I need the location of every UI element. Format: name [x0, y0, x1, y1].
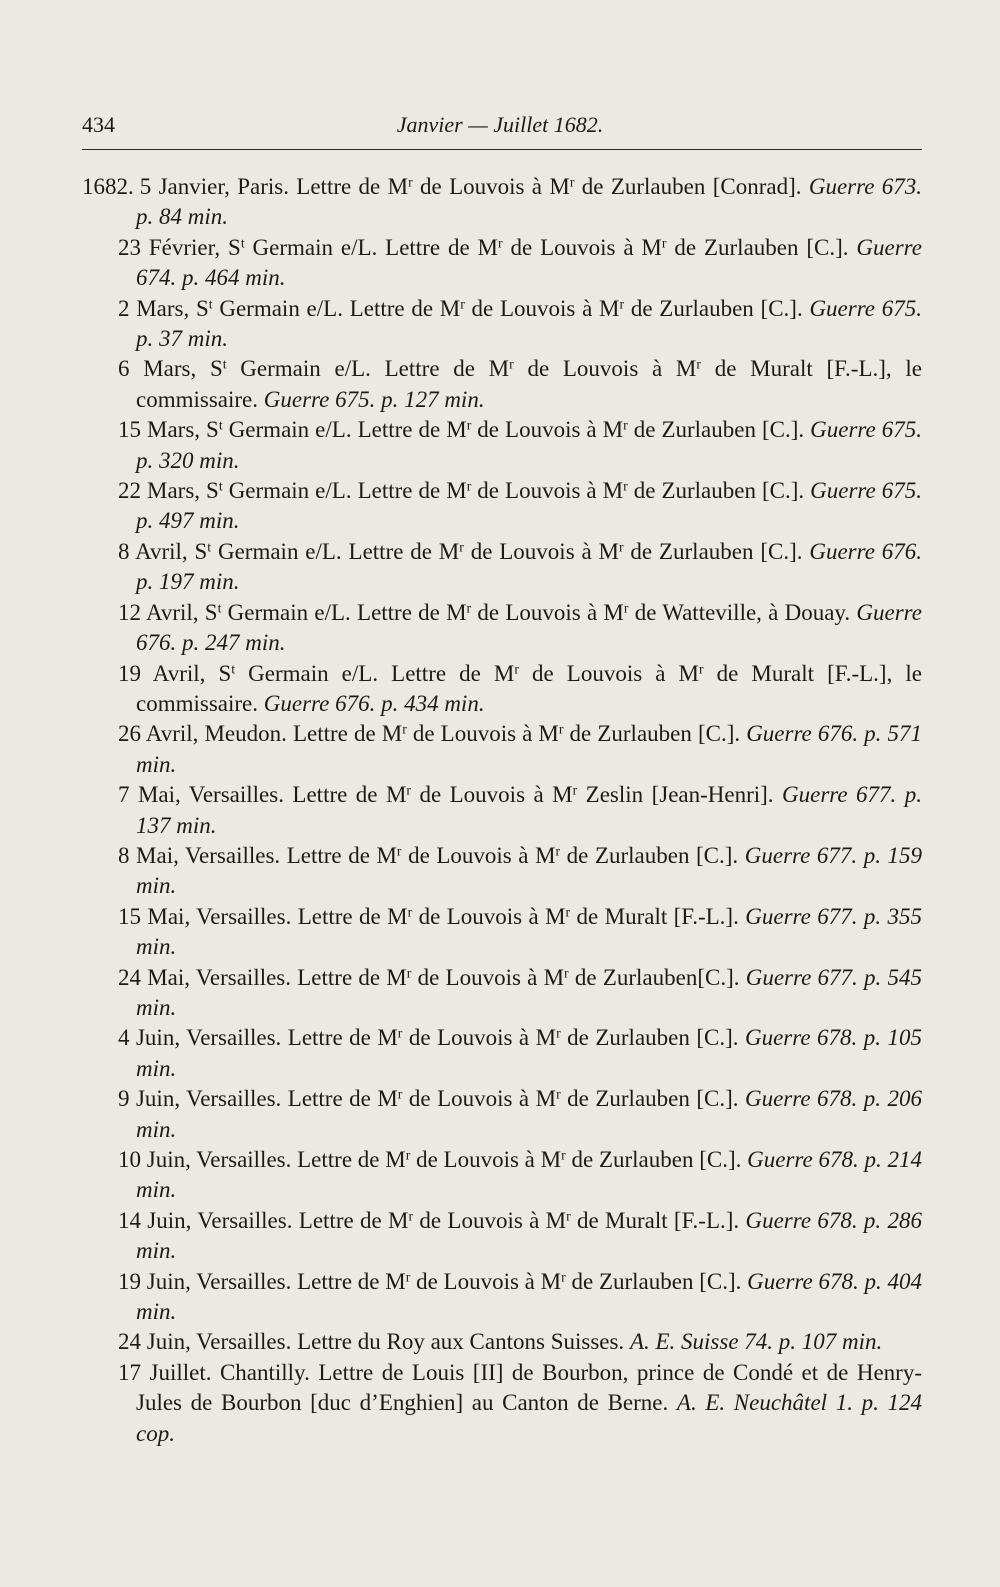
entry-superscript: r [558, 721, 564, 737]
entry-date: 17 Juillet. Chantilly. [118, 1359, 310, 1385]
entry-date: 14 Juin, Versailles. [118, 1207, 293, 1233]
entry-date: 4 Juin, Versailles. [118, 1025, 282, 1051]
entry-superscript: r [407, 904, 413, 920]
entry-reference: Guerre 678. p. 206 min. [136, 1086, 922, 1142]
entry-text: de Louvois à M [410, 1268, 562, 1294]
entry-reference: Guerre 675. p. 320 min. [136, 417, 922, 473]
entry-text: Lettre de M [342, 295, 461, 321]
entry-text: de Zurlauben [C.]. [560, 1025, 745, 1051]
entry-date-place: Germain e/L. [212, 295, 343, 321]
entry-superscript: r [408, 174, 413, 190]
entry-reference: Guerre 676. p. 434 min. [263, 690, 485, 716]
entry-text: de Louvois à M [402, 1086, 557, 1112]
entry-superscript: r [466, 417, 472, 433]
entry-superscript: r [623, 478, 628, 494]
entry-reference: Guerre 676. p. 571 min. [136, 721, 922, 777]
entry-superscript: r [556, 1025, 561, 1041]
entry-superscript: r [564, 964, 569, 980]
entry-reference: Guerre 676. p. 197 min. [136, 538, 922, 595]
entry-reference: A. E. Neuchâtel 1. p. 124 cop. [136, 1390, 922, 1446]
entry-text: de Zurlauben [C.]. [565, 1147, 748, 1172]
entry-text: de Muralt [F.-L.]. [570, 903, 746, 929]
entry-text: de Louvois à M [518, 660, 699, 686]
entry-superscript: r [460, 296, 465, 312]
entry-date: 19 Avril, S [118, 660, 232, 686]
entry-text: de Louvois à M [401, 842, 556, 868]
entry-text: de Zurlauben [C.]. [560, 1086, 745, 1112]
entry-superscript: r [397, 1086, 403, 1102]
entry-date-place: Germain e/L. [235, 660, 379, 686]
entry-date-superscript: t [222, 356, 227, 372]
entry-superscript: r [509, 356, 514, 372]
page-number: 434 [82, 112, 115, 137]
entry [82, 780, 922, 841]
entry-reference: Guerre 677. p. 545 min. [136, 964, 922, 1020]
entry-date: 24 Juin, Versailles. [118, 1329, 292, 1355]
entry-superscript: r [408, 1208, 414, 1224]
entry-list [82, 172, 922, 1449]
entry-date: 8 Mai, Versailles. [118, 842, 281, 868]
entry-superscript: r [406, 782, 412, 798]
entry-text: de Zurlauben [C.]. [666, 234, 857, 260]
entry [82, 1267, 922, 1328]
entry-superscript: r [618, 539, 624, 555]
entry-text: Lettre du Roy aux Cantons Suisses. [291, 1329, 630, 1355]
entry-year: 1682. [82, 174, 134, 199]
entry-text: Lettre de M [351, 417, 467, 443]
entry-text: de Louvois à M [513, 356, 697, 382]
entry-text: Lettre de M [291, 903, 408, 929]
entry-text: Lettre de M [281, 1025, 398, 1051]
entry-text: Lettre de M [281, 1086, 398, 1112]
entry-text: Lettre de M [291, 964, 407, 990]
entry-text: Lettre de M [280, 842, 397, 868]
running-title: Janvier — Juillet 1682. [396, 112, 604, 137]
entry [82, 1327, 922, 1357]
entry-date-superscript: t [207, 539, 212, 555]
entry-superscript: r [623, 600, 629, 616]
entry [82, 1145, 922, 1206]
entry [82, 598, 922, 659]
entry-text: de Zurlauben[C.]. [568, 964, 746, 990]
entry [82, 841, 922, 902]
entry-text: de Louvois à M [471, 478, 624, 504]
entry-superscript: r [623, 417, 628, 433]
entry-text: de Louvois à M [410, 1147, 562, 1172]
entry-superscript: r [466, 478, 472, 494]
entry-reference: Guerre 677. p. 137 min. [136, 782, 922, 838]
entry-text: Zeslin [Jean-Henri]. [577, 782, 783, 808]
entry-date: 23 Février, S [118, 234, 241, 260]
entry-date-place: Germain e/L. [222, 478, 352, 504]
entry-superscript: r [402, 721, 407, 737]
entry-text: Lettre de M [283, 782, 407, 808]
entry-text: Lettre de M [291, 1147, 406, 1172]
entry-superscript: r [566, 1208, 571, 1224]
entry-date-superscript: t [218, 417, 223, 433]
entry-text: de Zurlauben [C.]. [563, 721, 747, 747]
entry [82, 1206, 922, 1267]
entry-date-superscript: t [208, 296, 213, 312]
entry-reference: Guerre 675. p. 127 min. [263, 386, 485, 412]
entry-text: de Zurlauben [Conrad]. [574, 174, 809, 199]
entry-reference: A. E. Suisse 74. p. 107 min. [629, 1329, 883, 1355]
entry [82, 719, 922, 780]
entry-superscript: r [498, 235, 503, 251]
entry-text: Lettre de M [350, 599, 467, 625]
entry [82, 659, 922, 720]
entry-text: de Louvois à M [413, 1207, 567, 1233]
entry-reference: Guerre 673. p. 84 min. [136, 174, 922, 230]
entry-superscript: r [619, 296, 625, 312]
entry-text: Lettre de M [351, 478, 467, 504]
entry-reference: Guerre 675. p. 37 min. [136, 295, 922, 352]
entry-text: de Muralt [F.-L.], le commissaire. [136, 660, 922, 716]
entry-superscript: r [698, 660, 704, 676]
entry-text: de Louvois à M [464, 295, 620, 321]
entry-text: de Zurlauben [C.]. [560, 842, 745, 868]
entry-date: 15 Mars, S [118, 417, 219, 443]
entry-text: de Louvois à M [412, 903, 566, 929]
entry-text: Lettre de M [286, 721, 403, 747]
entry-reference: Guerre 678. p. 214 min. [136, 1147, 922, 1203]
entry-text: de Watteville, à Douay. [628, 599, 857, 625]
entry [82, 963, 922, 1024]
entry-superscript: r [561, 1269, 566, 1285]
entry-text: de Louvois à M [471, 417, 624, 443]
entry-superscript: r [696, 356, 701, 372]
entry [82, 902, 922, 963]
entry-superscript: r [561, 1147, 566, 1163]
entry [82, 1023, 922, 1084]
entry-superscript: r [405, 1269, 411, 1285]
entry-superscript: r [572, 782, 578, 798]
entry-text: de Louvois à M [471, 599, 624, 625]
entry [82, 233, 922, 294]
entry-date: 7 Mai, Versailles. [118, 782, 284, 808]
entry-text: de Zurlauben [C.]. [565, 1268, 748, 1294]
entry-text: de Louvois à M [502, 234, 662, 260]
entry-date-place: Germain e/L. [222, 417, 352, 443]
entry-superscript: r [569, 174, 575, 190]
entry [82, 1358, 922, 1449]
entry-text: de Louvois à M [463, 538, 619, 564]
entry-text: Lettre de Louis [II] de Bourbon, prince de Condé et de Henry-Jules de Bourbon [duc d’Enghien] au Canton de Berne. [136, 1359, 922, 1416]
entry-date: 6 Mars, S [118, 356, 223, 382]
entry-superscript: r [406, 964, 412, 980]
entry-superscript: r [565, 904, 571, 920]
entry-date-place: Germain e/L. [244, 234, 378, 260]
entry-reference: Guerre 675. p. 497 min. [136, 478, 922, 534]
entry-text: de Muralt [F.-L.]. [570, 1207, 746, 1233]
entry-text: Lettre de M [291, 1268, 406, 1294]
entry-text: de Louvois à M [402, 1025, 557, 1051]
entry-reference: Guerre 678. p. 286 min. [136, 1207, 922, 1264]
entry [82, 294, 922, 355]
entry-superscript: r [466, 600, 472, 616]
entry-reference: Guerre 677. p. 355 min. [136, 903, 922, 960]
header-rule [82, 149, 922, 150]
entry-text: de Louvois à M [412, 174, 570, 199]
entry-text: Lettre de M [288, 174, 409, 199]
entry-date: 8 Avril, S [118, 538, 208, 564]
entry-date-superscript: t [218, 478, 223, 494]
page-header [0, 112, 1000, 146]
entry [82, 1084, 922, 1145]
entry-reference: Guerre 678. p. 404 min. [136, 1268, 922, 1325]
entry-text: Lettre de M [377, 234, 498, 260]
entry [82, 354, 922, 415]
entry-reference: Guerre 678. p. 105 min. [136, 1025, 922, 1081]
entry-date: 10 Juin, Versailles. [118, 1147, 292, 1172]
entry-reference: Guerre 677. p. 159 min. [136, 842, 922, 899]
entry-text: de Louvois à M [411, 782, 573, 808]
entry-superscript: r [661, 235, 667, 251]
entry-text: de Muralt [F.-L.], le commissaire. [136, 356, 922, 412]
entry-text: Lettre de M [292, 1207, 409, 1233]
entry-date-place: Germain e/L. [226, 356, 371, 382]
entry-date-place: Germain e/L. [221, 599, 351, 625]
entry-date: 15 Mai, Versailles. [118, 903, 292, 929]
entry-date: 5 Janvier, Paris. [139, 174, 289, 199]
entry-date: 22 Mars, S [118, 478, 219, 504]
entry-date-superscript: t [240, 235, 245, 251]
entry [82, 415, 922, 476]
entry-text: de Louvois à M [406, 721, 559, 747]
entry-text: de Zurlauben [C.]. [627, 417, 811, 443]
entry-superscript: r [514, 660, 519, 676]
entry-date: 12 Avril, S [118, 599, 218, 625]
entry-date: 24 Mai, Versailles. [118, 964, 292, 990]
entry-date: 2 Mars, S [118, 295, 209, 321]
entry-date-superscript: t [217, 600, 222, 616]
entry-text: Lettre de M [370, 356, 510, 382]
entry-text: de Zurlauben [C.]. [623, 538, 810, 564]
entry-text: de Louvois à M [411, 964, 565, 990]
entry-superscript: r [556, 1086, 561, 1102]
entry-superscript: r [405, 1147, 411, 1163]
entry-superscript: r [396, 843, 402, 859]
entry-text: de Zurlauben [C.]. [627, 478, 811, 504]
entry [82, 537, 922, 598]
entry [82, 172, 922, 233]
entry-date-superscript: t [231, 660, 236, 676]
entry-text: Lettre de M [378, 660, 515, 686]
entry-superscript: r [555, 843, 561, 859]
entry-text: Lettre de M [341, 538, 460, 564]
entry-text: de Zurlauben [C.]. [624, 295, 810, 321]
entry-date: 26 Avril, Meudon. [118, 721, 287, 747]
entry [82, 476, 922, 537]
entry-reference: Guerre 676. p. 247 min. [136, 599, 922, 656]
entry-reference: Guerre 674. p. 464 min. [136, 234, 922, 291]
entry-date: 19 Juin, Versailles. [118, 1268, 292, 1294]
entry-superscript: r [397, 1025, 403, 1041]
entry-superscript: r [459, 539, 464, 555]
entry-date-place: Germain e/L. [211, 538, 342, 564]
entry-date: 9 Juin, Versailles. [118, 1086, 282, 1112]
